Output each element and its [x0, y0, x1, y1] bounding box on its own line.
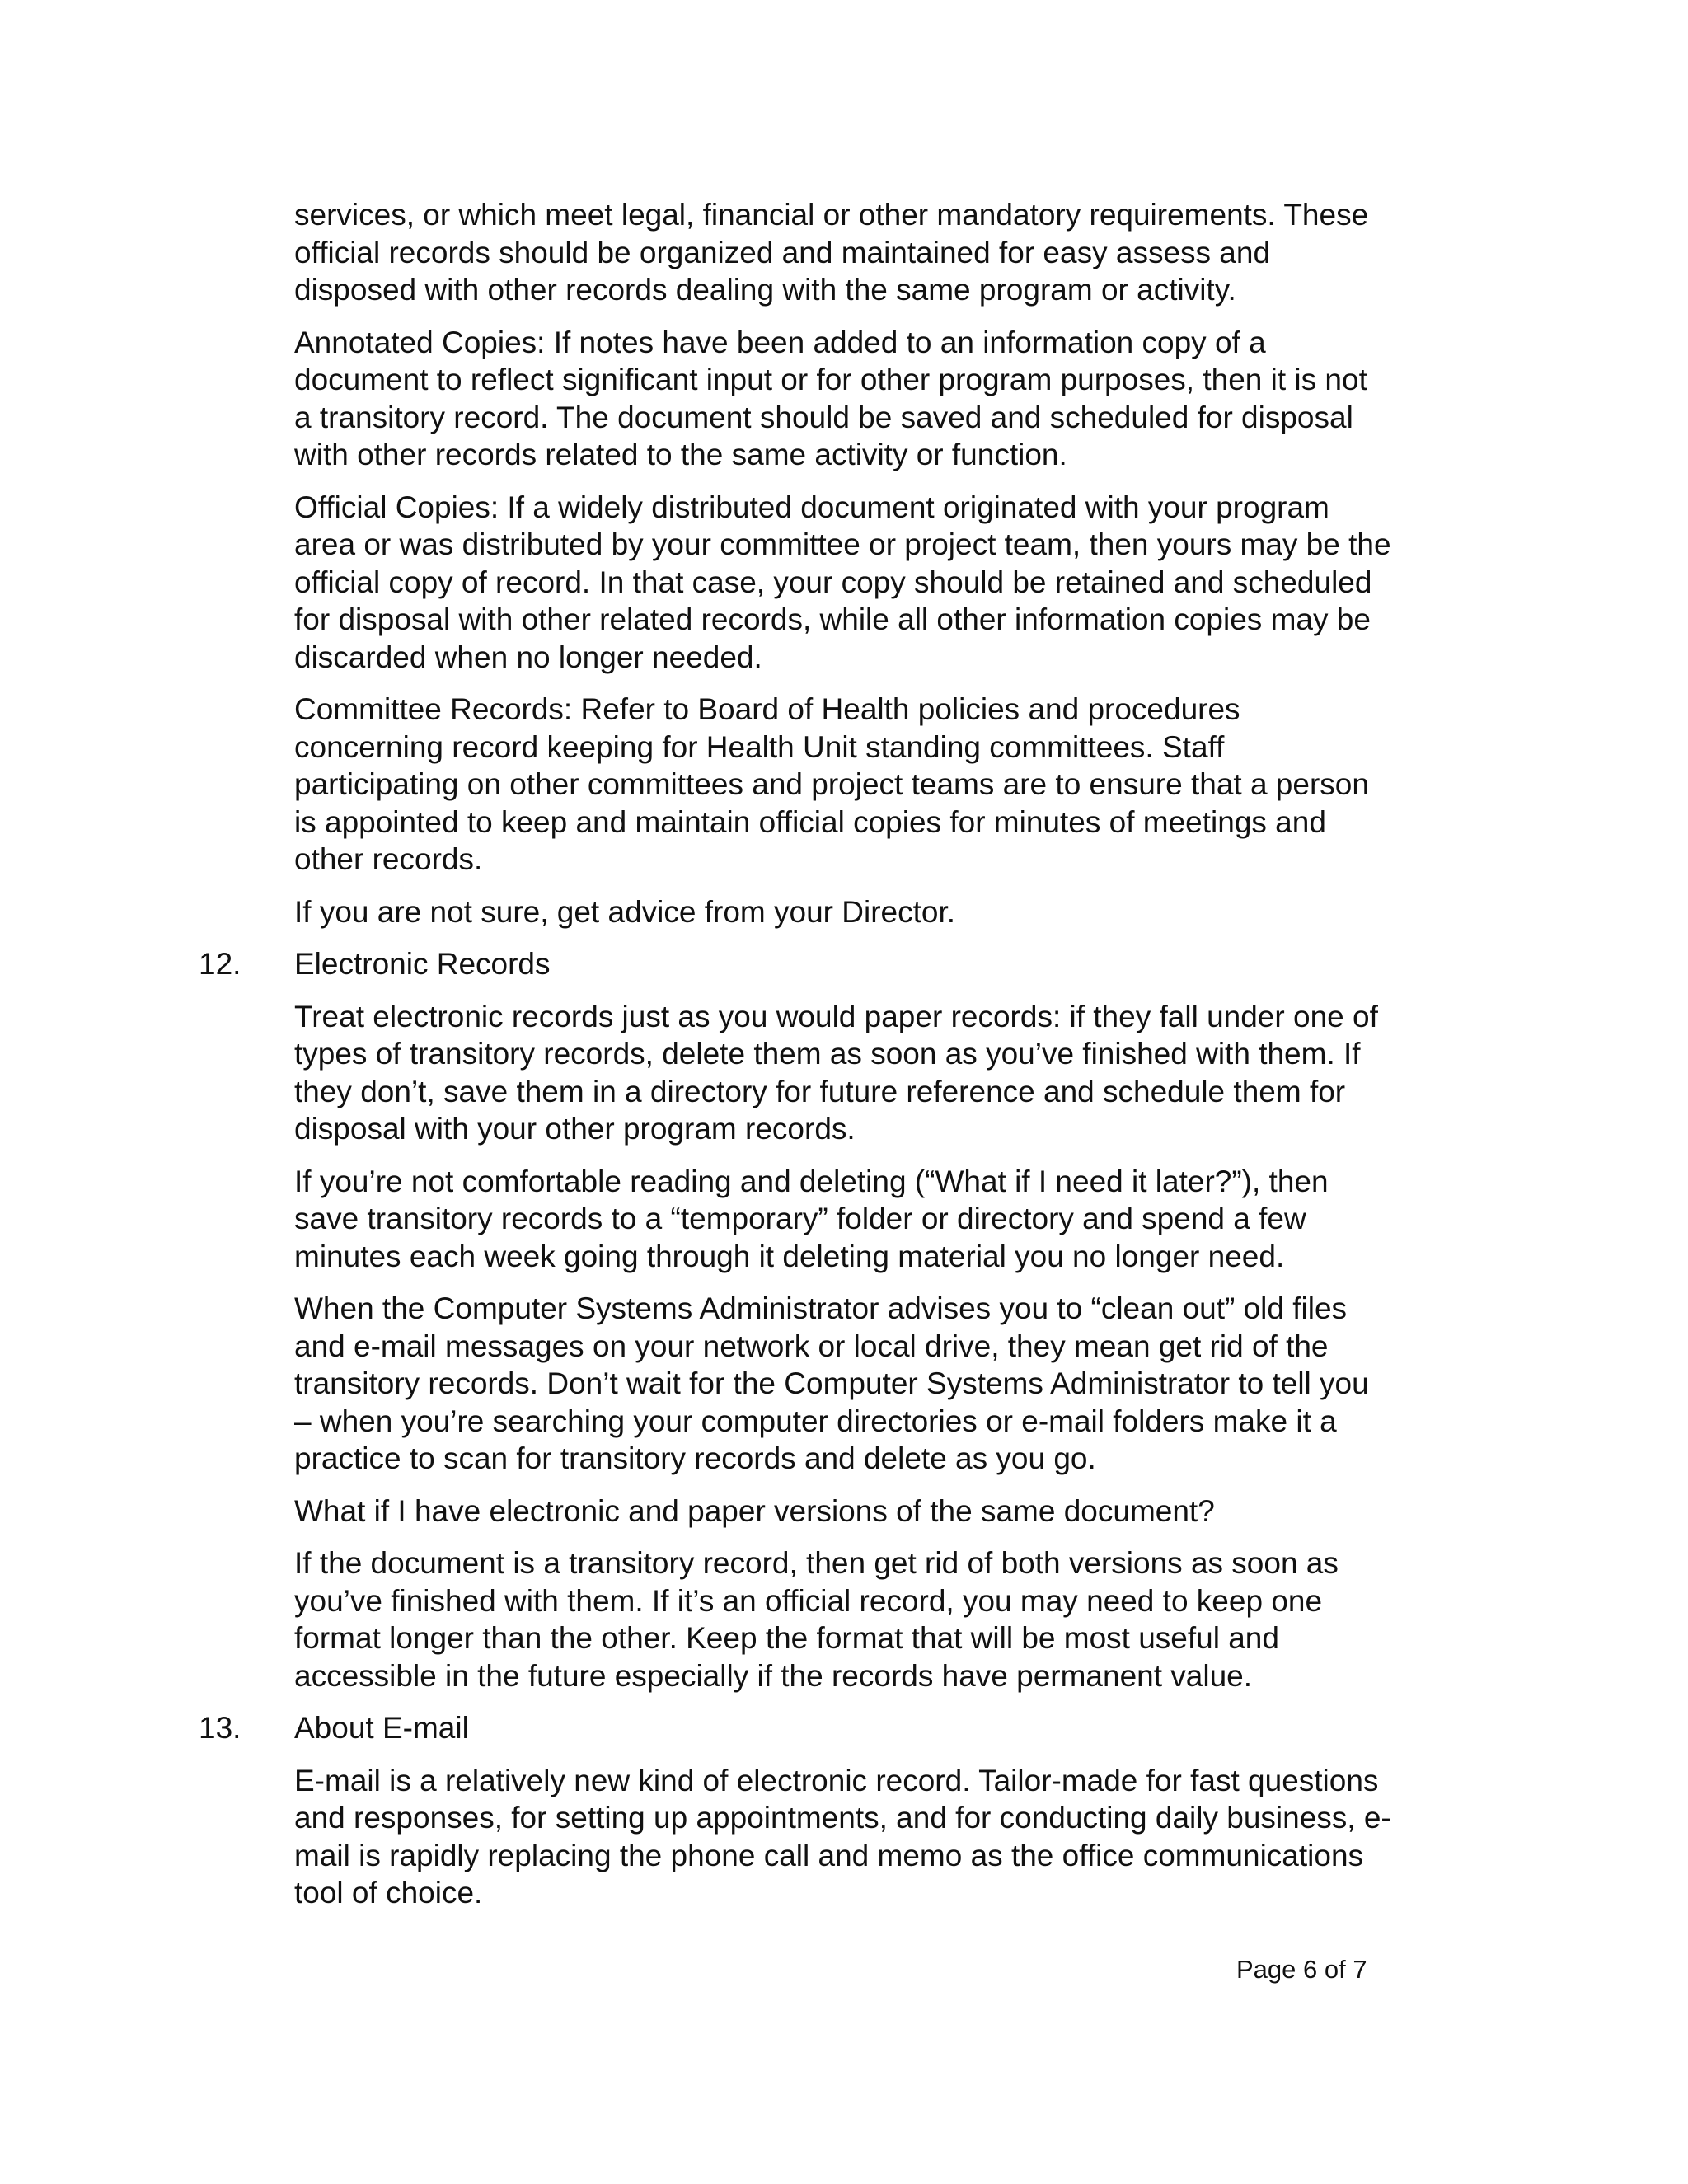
section-heading-about-email: [199, 1709, 1481, 1747]
section-heading-electronic-records: [199, 945, 1481, 983]
document-body: [199, 196, 1481, 1927]
paragraph-get-advice: If you are not sure, get advice from your Director.: [294, 894, 956, 929]
section-number-13: 13.: [199, 1711, 241, 1745]
paragraph-official-copies: Official Copies: If a widely distributed document originated with your program area or was distributed by your committee or project team, then yours may be the official copy of record. In that case, your copy should be retained and scheduled for disposal with other related records, while all other information copies may be discarded when no longer needed.: [294, 490, 1391, 674]
paragraph-treat-electronic-records: Treat electronic records just as you would paper records: if they fall under one of types of transitory records, delete them as soon as you’ve finished with them. If they don’t, save them in a directory for future reference and schedule them for disposal with your other program records.: [294, 999, 1378, 1146]
page-number: Page 6 of 7: [1236, 1955, 1367, 1984]
paragraph-official-records-continued: services, or which meet legal, financial or other mandatory requirements. These official records should be organized and maintained for easy assess and disposed with other records dealing with the same program or activity.: [294, 198, 1369, 307]
paragraph-email-intro: E-mail is a relatively new kind of electronic record. Tailor-made for fast questions and responses, for setting up appointments, and for conducting daily business, e- mail is rapidly replacing the phone call and memo as the office communications tool of choice.: [294, 1763, 1391, 1910]
paragraph-question-versions: What if I have electronic and paper versions of the same document?: [294, 1493, 1215, 1528]
section-number-12: 12.: [199, 947, 241, 981]
section-title-about-email: About E-mail: [294, 1711, 469, 1745]
paragraph-annotated-copies: Annotated Copies: If notes have been added to an information copy of a document to reflect significant input or for other program purposes, then it is not a transitory record. The document should be saved and scheduled for disposal with other records related to the same activity or function.: [294, 325, 1367, 471]
paragraph-temporary-folder: If you’re not comfortable reading and deleting (“What if I need it later?”), then save transitory records to a “temporary” folder or directory and spend a few minutes each week going through it deleting material you no longer need.: [294, 1164, 1329, 1273]
paragraph-committee-records: Committee Records: Refer to Board of Health policies and procedures concerning record keeping for Health Unit standing committees. Staff participating on other committees and project teams are to ensure that a person is appointed to keep and maintain official copies for minutes of meetings and other records.: [294, 692, 1369, 876]
paragraph-clean-out: When the Computer Systems Administrator advises you to “clean out” old files and e-mail messages on your network or local drive, they mean get rid of the transitory records. Don’t wait for the Computer Systems Administrator to tell you – when you’re searching your computer directories or e-mail folders make it a practice to scan for transitory records and delete as you go.: [294, 1291, 1369, 1475]
paragraph-both-versions: If the document is a transitory record, then get rid of both versions as soon as you’ve finished with them. If it’s an official record, you may need to keep one format longer than the other. Keep the format that will be most useful and accessible in the future especially if the records have permanent value.: [294, 1546, 1339, 1693]
section-title-electronic-records: Electronic Records: [294, 947, 551, 981]
